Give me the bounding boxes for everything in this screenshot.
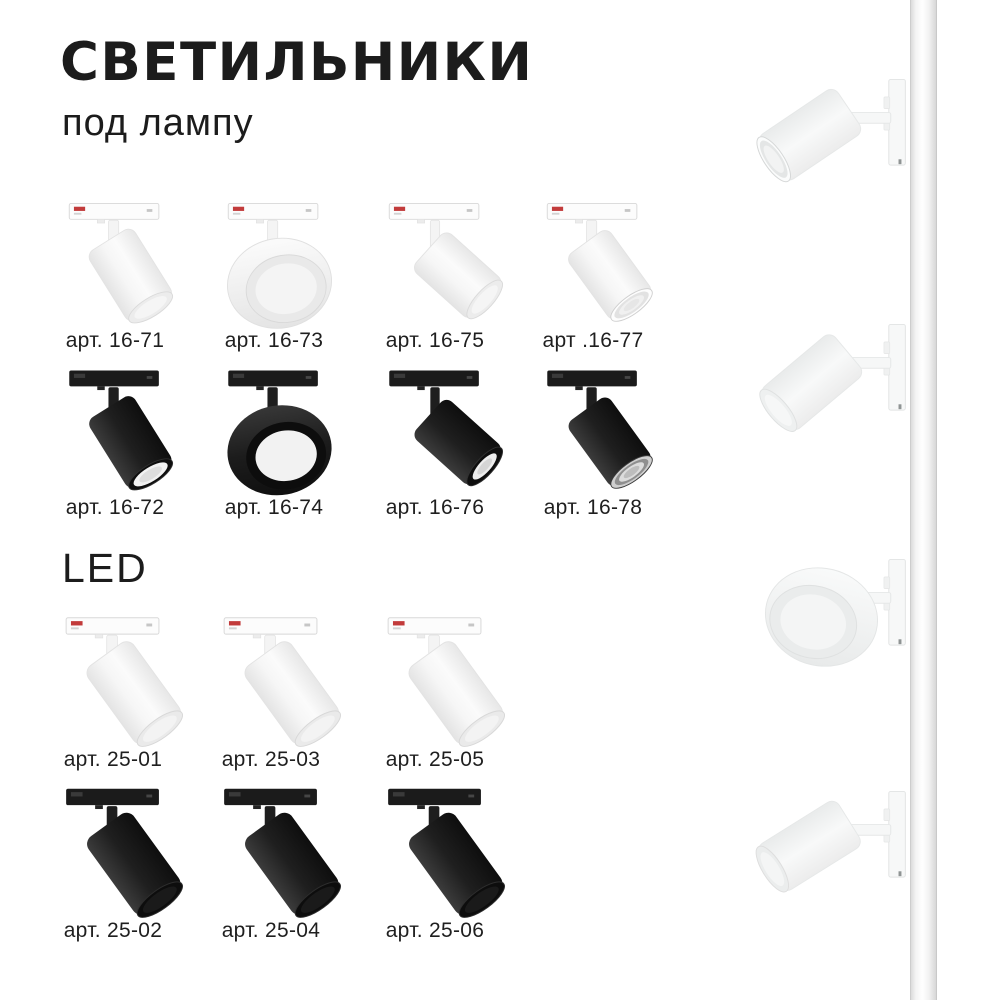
product-article: арт. 16-73 xyxy=(224,329,324,352)
product-card xyxy=(33,610,193,772)
rail-fixture-spot-2 xyxy=(733,762,918,928)
product-card xyxy=(194,196,354,353)
track-light-image-25-04 xyxy=(199,781,344,926)
product-card xyxy=(35,363,195,520)
product-card xyxy=(513,363,673,520)
track-light-image-25-02 xyxy=(41,781,186,926)
product-card xyxy=(355,196,515,353)
rail-fixture-spot xyxy=(733,295,918,461)
track-light-image-16-75 xyxy=(365,196,505,336)
track-light-image-16-72 xyxy=(45,363,185,503)
product-card xyxy=(191,781,351,943)
track-light-image-25-06 xyxy=(363,781,508,926)
product-article: арт. 16-78 xyxy=(543,496,643,519)
product-article: арт. 16-74 xyxy=(224,496,324,519)
product-article: арт. 16-71 xyxy=(65,329,165,352)
track-light-image-16-76 xyxy=(365,363,505,503)
product-card xyxy=(513,196,673,353)
product-article: арт. 16-72 xyxy=(65,496,165,519)
product-card xyxy=(194,363,354,520)
product-card xyxy=(33,781,193,943)
product-article: арт. 16-76 xyxy=(385,496,485,519)
product-article: арт. 25-06 xyxy=(385,919,485,942)
product-article: арт. 16-75 xyxy=(385,329,485,352)
rail-fixture-spot-ring xyxy=(733,50,918,216)
page-title: СВЕТИЛЬНИКИ xyxy=(60,32,534,93)
product-card xyxy=(355,610,515,772)
product-card xyxy=(355,781,515,943)
track-light-image-16-73 xyxy=(204,196,344,336)
track-light-image-25-03 xyxy=(199,610,344,755)
product-card xyxy=(35,196,195,353)
page-subtitle: под лампу xyxy=(62,102,254,144)
product-article: арт. 25-01 xyxy=(63,748,163,771)
track-light-image-16-78 xyxy=(523,363,663,503)
product-article: арт .16-77 xyxy=(542,329,644,352)
product-article: арт. 25-04 xyxy=(221,919,321,942)
track-light-image-16-74 xyxy=(204,363,344,503)
product-card xyxy=(355,363,515,520)
product-card xyxy=(191,610,351,772)
track-light-image-25-05 xyxy=(363,610,508,755)
track-light-image-16-77 xyxy=(523,196,663,336)
product-article: арт. 25-03 xyxy=(221,748,321,771)
section-led-label: LED xyxy=(62,545,148,591)
product-article: арт. 25-05 xyxy=(385,748,485,771)
track-light-image-16-71 xyxy=(45,196,185,336)
product-article: арт. 25-02 xyxy=(63,919,163,942)
track-light-image-25-01 xyxy=(41,610,186,755)
rail-fixture-round-drum xyxy=(733,530,918,696)
